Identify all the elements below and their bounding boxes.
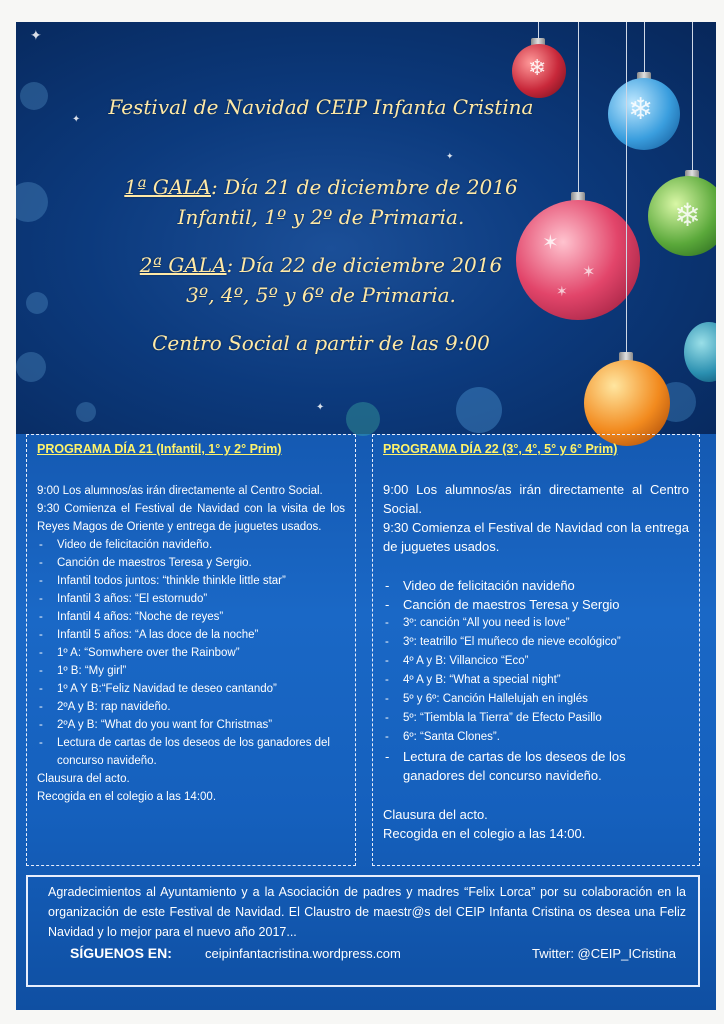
acknowledgements-text: Agradecimientos al Ayuntamiento y a la Asociación de padres y madres “Felix Lorca” por su colaboración en la organización de este Festival de Navidad. El Claustro de maestr@s del CEIP Infanta Cristina os desea una Feliz Navidad y lo mejor para el nuevo año 2017...	[48, 885, 686, 939]
list-item: - 5º: “Tiembla la Tierra” de Efecto Pasillo	[383, 709, 689, 728]
sparkle-icon: ✦	[30, 28, 42, 44]
pickup-text: Recogida en el colegio a las 14:00.	[37, 791, 217, 803]
program-day21	[26, 434, 356, 866]
gala1-label: 1ª GALA	[124, 175, 212, 199]
list-item: - 4º A y B: “What a special night”	[383, 671, 689, 690]
twitter-handle[interactable]: Twitter: @CEIP_ICristina	[532, 946, 676, 961]
list-item: - Lectura de cartas de los deseos de los ganadores del concurso navideño.	[383, 747, 689, 785]
star-icon: ✶	[556, 284, 568, 300]
pickup-text: Recogida en el colegio a las 14:00.	[383, 826, 586, 841]
list-item: - Canción de maestros Teresa y Sergio.	[37, 554, 345, 572]
star-icon: ✶	[582, 262, 596, 281]
closing-text: Clausura del acto.	[383, 807, 488, 822]
list-item: - Video de felicitación navideño	[383, 576, 689, 595]
website-link[interactable]: ceipinfantacristina.wordpress.com	[205, 946, 401, 961]
gala1-info	[86, 172, 556, 232]
intro-line: 9:00 Los alumnos/as irán directamente al Centro Social.	[383, 482, 689, 516]
program-day22-title: PROGRAMA DÍA 22 (3°, 4°, 5° y 6° Prim)	[383, 442, 618, 456]
list-item: - Lectura de cartas de los deseos de los ganadores del concurso navideño.	[37, 734, 345, 770]
list-item: - 3º: canción “All you need is love”	[383, 614, 689, 633]
list-item: - 6º: “Santa Clones”.	[383, 728, 689, 747]
program-list	[383, 576, 689, 785]
list-item: - 1º A: “Somwhere over the Rainbow”	[37, 644, 345, 662]
acknowledgements-box	[26, 875, 700, 987]
program-list	[37, 536, 345, 770]
list-item: - 2ºA y B: “What do you want for Christmas”	[37, 716, 345, 734]
star-icon: ✶	[542, 230, 559, 254]
list-item: - 2ºA y B: rap navideño.	[37, 698, 345, 716]
list-item: - Canción de maestros Teresa y Sergio	[383, 595, 689, 614]
snowflake-icon: ❄	[674, 196, 701, 234]
list-item: - 1º B: “My girl”	[37, 662, 345, 680]
list-item: - Video de felicitación navideño.	[37, 536, 345, 554]
festival-title: Festival de Navidad CEIP Infanta Cristina	[108, 95, 534, 119]
sparkle-icon: ✦	[446, 152, 454, 162]
list-item: - 3º: teatrillo “El muñeco de nieve ecológico”	[383, 633, 689, 652]
intro-line: 9:30 Comienza el Festival de Navidad con la entrega de juguetes usados.	[383, 520, 689, 554]
snowflake-icon: ❄	[528, 56, 547, 81]
list-item: - 4º A y B: Villancico “Eco”	[383, 652, 689, 671]
follow-label: SÍGUENOS EN:	[70, 945, 172, 961]
gala2-groups: 3º, 4º, 5º y 6º de Primaria.	[186, 283, 456, 307]
list-item: - 5º y 6º: Canción Hallelujah en inglés	[383, 690, 689, 709]
social-links	[48, 943, 686, 964]
venue-time: Centro Social a partir de las 9:00	[152, 331, 490, 355]
intro-line: 9:30 Comienza el Festival de Navidad con la visita de los Reyes Magos de Oriente y entrega de juguetes usados.	[37, 503, 345, 533]
program-day21-title: PROGRAMA DÍA 21 (Infantil, 1° y 2° Prim)	[37, 442, 282, 456]
list-item: - Infantil 5 años: “A las doce de la noche”	[37, 626, 345, 644]
gala2-label: 2ª GALA	[139, 253, 227, 277]
gala2-info	[86, 250, 556, 310]
list-item: - 1º A Y B:“Feliz Navidad te deseo cantando”	[37, 680, 345, 698]
hero-banner	[16, 22, 716, 434]
poster	[16, 22, 716, 1010]
sparkle-icon: ✦	[72, 114, 81, 125]
program-day22	[372, 434, 700, 866]
gala2-date: : Día 22 de diciembre 2016	[226, 253, 503, 277]
list-item: - Infantil todos juntos: “thinkle thinkle little star”	[37, 572, 345, 590]
list-item: - Infantil 4 años: “Noche de reyes”	[37, 608, 345, 626]
teal-ornament-partial	[684, 322, 716, 382]
gala1-groups: Infantil, 1º y 2º de Primaria.	[177, 205, 465, 229]
closing-text: Clausura del acto.	[37, 773, 130, 785]
intro-line: 9:00 Los alumnos/as irán directamente al Centro Social.	[37, 485, 323, 497]
list-item: - Infantil 3 años: “El estornudo”	[37, 590, 345, 608]
gala1-date: : Día 21 de diciembre de 2016	[211, 175, 518, 199]
sparkle-icon: ✦	[316, 402, 325, 413]
snowflake-icon: ❄	[628, 92, 654, 127]
